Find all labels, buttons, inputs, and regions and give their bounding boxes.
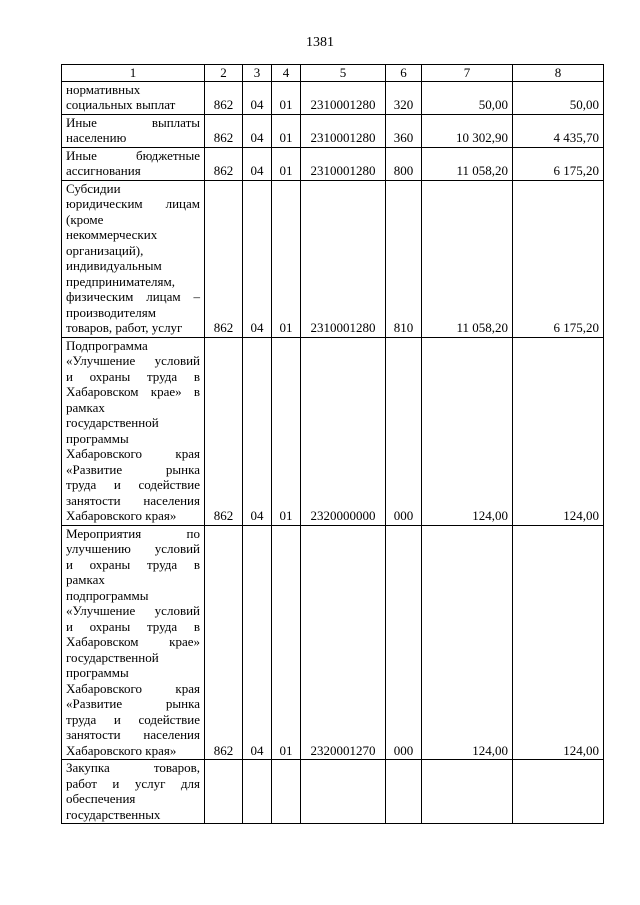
section-cell [243, 760, 272, 824]
expense-type-cell: 000 [386, 337, 422, 525]
item-name-line: (кроме [66, 211, 104, 227]
item-name-line: государственной [66, 415, 159, 430]
amount-cell [422, 760, 513, 824]
table-row [62, 81, 604, 114]
column-header: 5 [301, 65, 386, 82]
section-cell: 04 [243, 147, 272, 180]
table-row [62, 760, 604, 824]
item-name-line: Хабаровского края» [66, 508, 177, 523]
item-name-line: труда и содействие [66, 711, 200, 727]
amount-cell: 6 175,20 [513, 180, 604, 337]
expense-type-cell: 360 [386, 114, 422, 147]
item-name-line: Иные бюджетные [66, 147, 200, 163]
target-article-cell: 2320001270 [301, 525, 386, 760]
item-name-line: улучшению условий [66, 541, 200, 556]
item-name-line: Хабаровском крае» в [66, 384, 200, 399]
item-name-line: занятости населения [66, 492, 200, 508]
section-cell: 04 [243, 180, 272, 337]
item-name-cell [62, 114, 205, 147]
subsection-cell: 01 [272, 337, 301, 525]
item-name-line: и охраны труда в [66, 556, 200, 572]
column-header: 1 [62, 65, 205, 82]
expense-type-cell: 810 [386, 180, 422, 337]
expense-type-cell: 320 [386, 81, 422, 114]
amount-cell: 50,00 [513, 81, 604, 114]
admin-code-cell: 862 [205, 525, 243, 760]
table-row [62, 525, 604, 760]
subsection-cell: 01 [272, 525, 301, 760]
column-header: 6 [386, 65, 422, 82]
item-name-line: ассигнования [66, 163, 141, 178]
amount-cell: 50,00 [422, 81, 513, 114]
item-name-line: обеспечения [66, 791, 136, 806]
item-name-cell [62, 337, 205, 525]
item-name-cell [62, 760, 205, 824]
amount-cell: 11 058,20 [422, 147, 513, 180]
amount-cell: 10 302,90 [422, 114, 513, 147]
section-cell: 04 [243, 114, 272, 147]
target-article-cell: 2310001280 [301, 114, 386, 147]
section-cell: 04 [243, 81, 272, 114]
subsection-cell: 01 [272, 147, 301, 180]
column-header: 4 [272, 65, 301, 82]
budget-table [61, 64, 604, 824]
admin-code-cell: 862 [205, 180, 243, 337]
item-name-line: населению [66, 130, 127, 145]
page-number: 1381 [306, 35, 334, 50]
item-name-line: «Развитие рынка [66, 461, 200, 477]
item-name-line: физическим лицам – [66, 289, 200, 304]
admin-code-cell: 862 [205, 114, 243, 147]
table-row [62, 180, 604, 337]
expense-type-cell: 800 [386, 147, 422, 180]
item-name-line: программы [66, 430, 129, 446]
expense-type-cell [386, 760, 422, 824]
item-name-line: и охраны труда в [66, 368, 200, 384]
admin-code-cell [205, 760, 243, 824]
item-name-cell [62, 81, 205, 114]
expense-type-cell: 000 [386, 525, 422, 760]
item-name-line: рамках [66, 572, 105, 587]
item-name-line: Мероприятия по [66, 525, 200, 541]
item-name-line: и охраны труда в [66, 618, 200, 634]
column-header: 3 [243, 65, 272, 82]
item-name-line: «Улучшение условий [66, 353, 200, 368]
item-name-line: Хабаровского края [66, 446, 200, 461]
item-name-cell [62, 147, 205, 180]
admin-code-cell: 862 [205, 147, 243, 180]
item-name-line: государственной [66, 649, 159, 665]
item-name-line: Иные выплаты [66, 114, 200, 130]
section-cell: 04 [243, 525, 272, 760]
amount-cell: 4 435,70 [513, 114, 604, 147]
item-name-cell [62, 180, 205, 337]
item-name-line: Хабаровского края» [66, 742, 177, 758]
subsection-cell: 01 [272, 114, 301, 147]
amount-cell: 6 175,20 [513, 147, 604, 180]
item-name-line: Подпрограмма [66, 337, 148, 353]
target-article-cell [301, 760, 386, 824]
column-number-row [62, 65, 604, 82]
amount-cell: 124,00 [422, 337, 513, 525]
target-article-cell: 2310001280 [301, 81, 386, 114]
item-name-line: социальных выплат [66, 97, 176, 112]
column-header: 8 [513, 65, 604, 82]
item-name-line: работ и услуг для [66, 775, 200, 791]
table-row [62, 147, 604, 180]
amount-cell: 124,00 [422, 525, 513, 760]
item-name-line: подпрограммы [66, 587, 149, 603]
item-name-line: юридическим лицам [66, 196, 200, 211]
item-name-cell [62, 525, 205, 760]
table-row [62, 337, 604, 525]
item-name-line: государственных [66, 806, 161, 822]
admin-code-cell: 862 [205, 81, 243, 114]
item-name-line: нормативных [66, 81, 141, 97]
column-header: 2 [205, 65, 243, 82]
admin-code-cell: 862 [205, 337, 243, 525]
item-name-line: «Улучшение условий [66, 603, 200, 618]
item-name-line: рамках [66, 399, 105, 415]
item-name-line: некоммерческих [66, 227, 158, 242]
item-name-line: программы [66, 665, 129, 680]
item-name-line: товаров, работ, услуг [66, 320, 183, 335]
item-name-line: Субсидии [66, 180, 121, 196]
amount-cell: 124,00 [513, 337, 604, 525]
item-name-line: производителям [66, 304, 156, 320]
item-name-line: занятости населения [66, 727, 200, 742]
subsection-cell: 01 [272, 81, 301, 114]
amount-cell: 124,00 [513, 525, 604, 760]
item-name-line: Хабаровском крае» [66, 634, 200, 649]
column-header: 7 [422, 65, 513, 82]
table-row [62, 114, 604, 147]
item-name-line: индивидуальным [66, 258, 162, 273]
subsection-cell: 01 [272, 180, 301, 337]
item-name-line: «Развитие рынка [66, 696, 200, 711]
target-article-cell: 2310001280 [301, 180, 386, 337]
amount-cell [513, 760, 604, 824]
subsection-cell [272, 760, 301, 824]
section-cell: 04 [243, 337, 272, 525]
item-name-line: Закупка товаров, [66, 760, 200, 775]
target-article-cell: 2320000000 [301, 337, 386, 525]
target-article-cell: 2310001280 [301, 147, 386, 180]
amount-cell: 11 058,20 [422, 180, 513, 337]
item-name-line: Хабаровского края [66, 680, 200, 696]
item-name-line: предпринимателям, [66, 273, 175, 289]
item-name-line: труда и содействие [66, 477, 200, 492]
item-name-line: организаций), [66, 242, 144, 258]
